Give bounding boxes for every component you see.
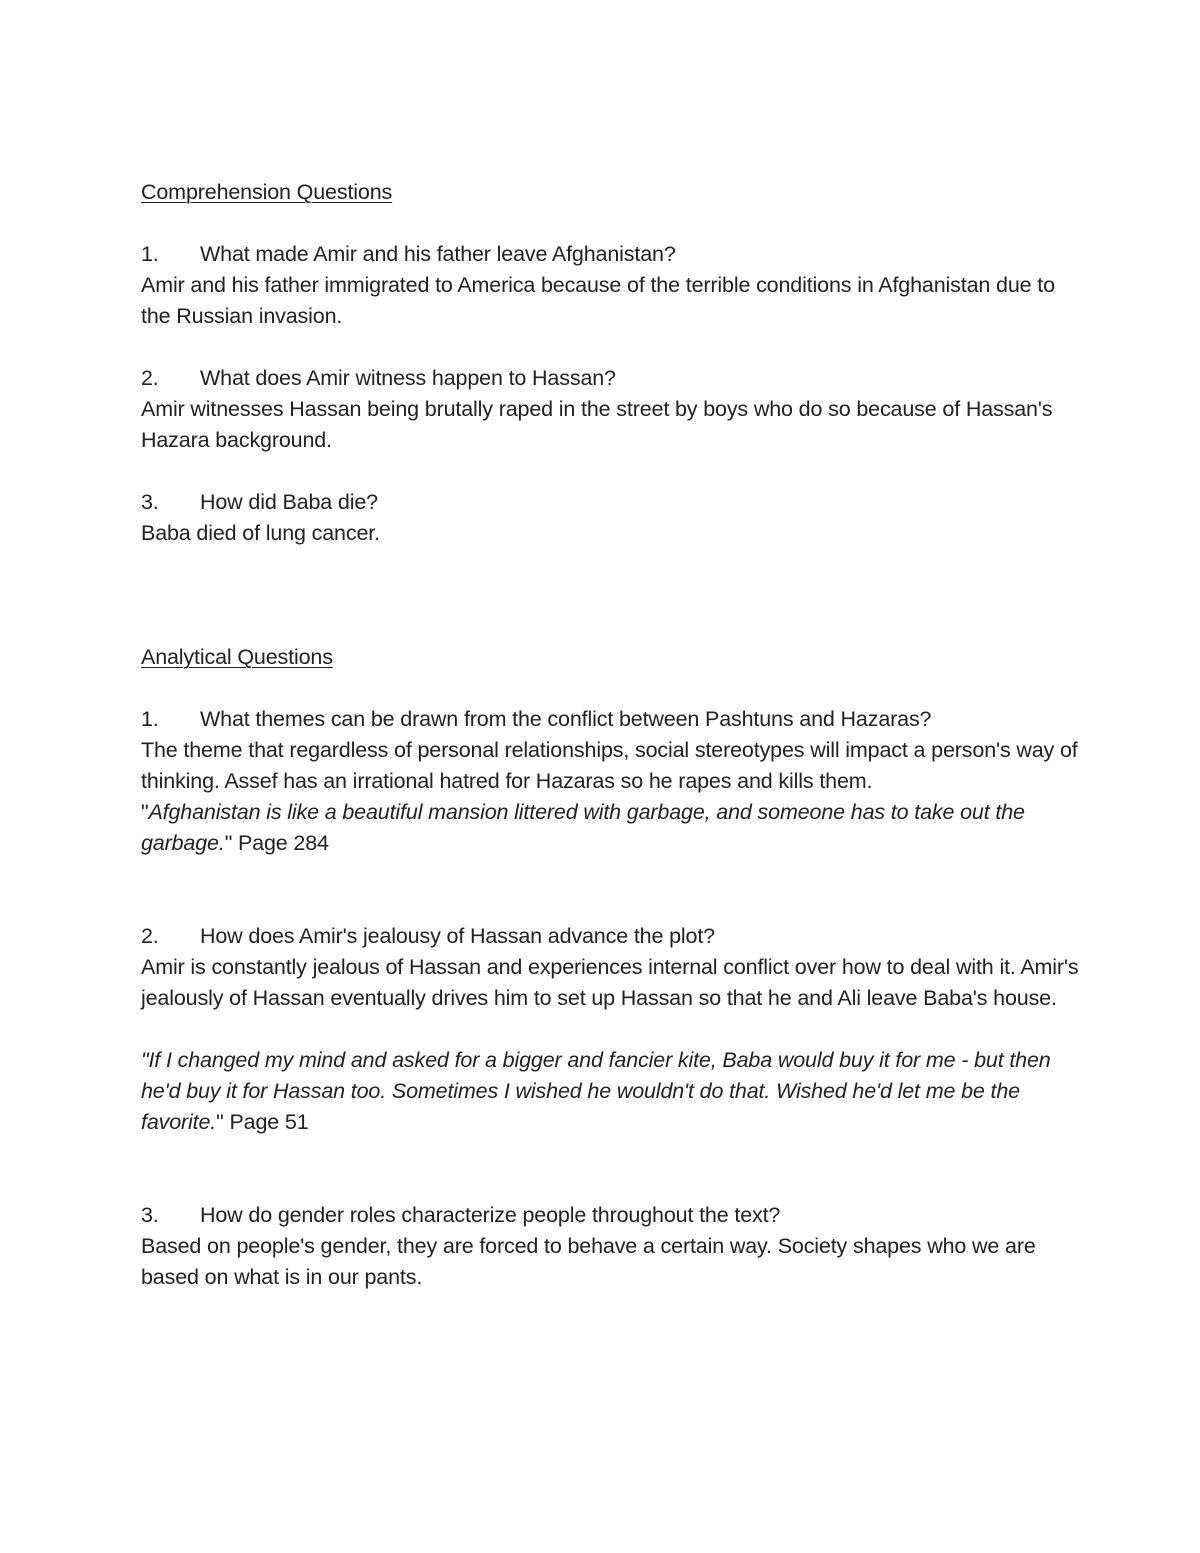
comprehension-answer-3: Baba died of lung cancer. (141, 521, 380, 545)
question-text: How did Baba die? (200, 490, 378, 514)
quote-citation: " Page 51 (216, 1110, 309, 1134)
comprehension-answer-1: Amir and his father immigrated to America because of the terrible conditions in Afghanistan due to the Russian invasion. (141, 273, 1055, 328)
question-number: 2. (141, 366, 159, 390)
question-number: 1. (141, 707, 159, 731)
quote-citation: " Page 284 (224, 831, 329, 855)
analytical-answer-1: The theme that regardless of personal relationships, social stereotypes will impact a person's way of thinking. Assef has an irrational hatred for Hazaras so he rapes and kills them. (141, 738, 1078, 793)
document-page (141, 177, 1081, 1293)
quote-text: "If I changed my mind and asked for a bigger and fancier kite, Baba would buy it for me - but then he'd buy it for Hassan too. Sometimes I wished he wouldn't do that. Wished he'd let me be the favorite. (141, 1048, 1051, 1134)
question-number: 3. (141, 490, 159, 514)
question-text: What themes can be drawn from the conflict between Pashtuns and Hazaras? (200, 707, 932, 731)
question-number: 2. (141, 924, 159, 948)
question-text: How do gender roles characterize people throughout the text? (200, 1203, 781, 1227)
question-number: 1. (141, 242, 159, 266)
question-text: What does Amir witness happen to Hassan? (200, 366, 616, 390)
comprehension-question-1 (141, 239, 1081, 270)
comprehension-question-2 (141, 363, 1081, 394)
analytical-answer-2: Amir is constantly jealous of Hassan and experiences internal conflict over how to deal with it. Amir's jealously of Hassan eventually drives him to set up Hassan so that he and Ali leave Baba's house. (141, 955, 1079, 1010)
question-text: How does Amir's jealousy of Hassan advance the plot? (200, 924, 715, 948)
analytical-quote-2 (141, 1045, 1081, 1138)
quote-text: Afghanistan is like a beautiful mansion littered with garbage, and someone has to take out the garbage. (141, 800, 1025, 855)
comprehension-question-3 (141, 487, 1081, 518)
analytical-heading: Analytical Questions (141, 645, 333, 669)
quote-open-mark: " (141, 800, 149, 824)
analytical-question-3 (141, 1200, 1081, 1231)
analytical-quote-1 (141, 797, 1081, 859)
comprehension-answer-2: Amir witnesses Hassan being brutally raped in the street by boys who do so because of Hassan's Hazara background. (141, 397, 1053, 452)
analytical-answer-3: Based on people's gender, they are forced to behave a certain way. Society shapes who we are based on what is in our pants. (141, 1234, 1036, 1289)
question-text: What made Amir and his father leave Afghanistan? (200, 242, 676, 266)
analytical-question-2 (141, 921, 1081, 952)
question-number: 3. (141, 1203, 159, 1227)
comprehension-heading: Comprehension Questions (141, 180, 393, 204)
analytical-question-1 (141, 704, 1081, 735)
